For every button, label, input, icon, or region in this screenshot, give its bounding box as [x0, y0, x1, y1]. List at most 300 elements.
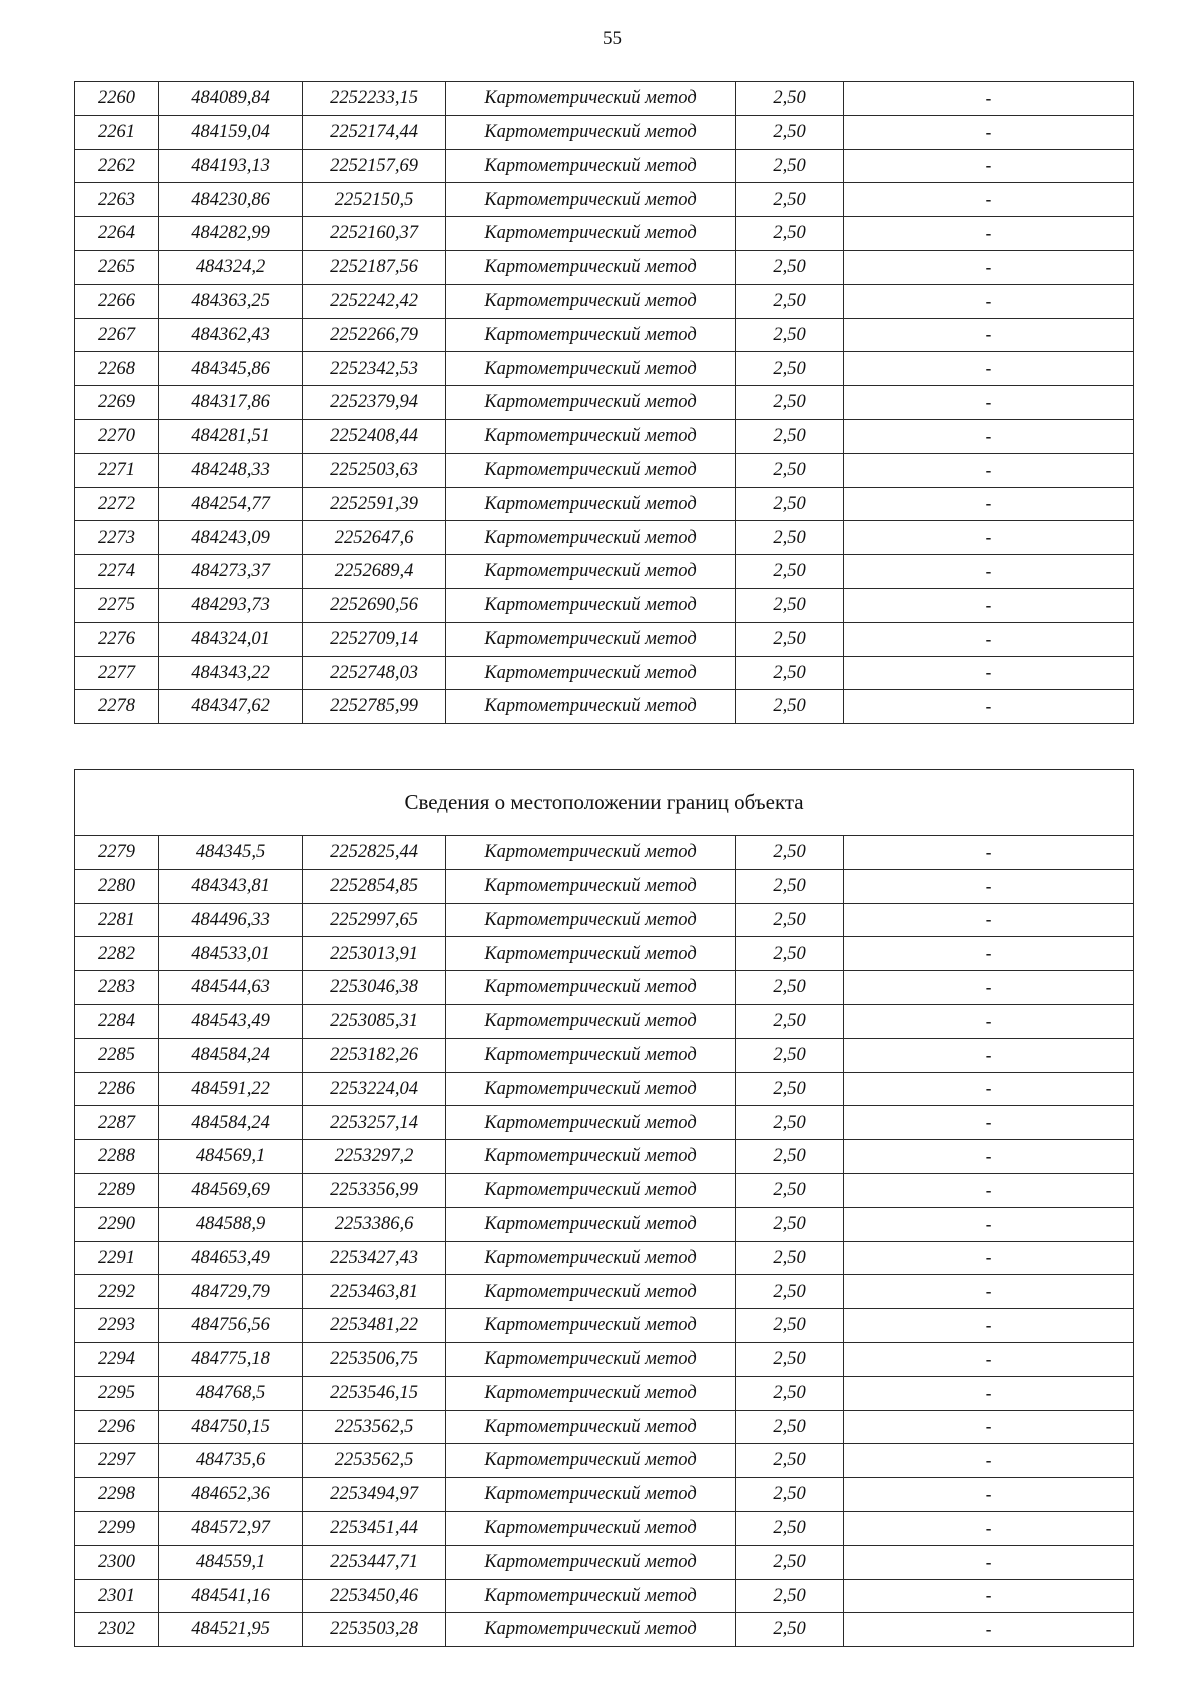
- x-coordinate-cell: 484569,1: [159, 1140, 303, 1174]
- description-cell: -: [844, 836, 1134, 870]
- y-coordinate-cell: 2253297,2: [303, 1140, 446, 1174]
- accuracy-cell: 2,50: [736, 555, 844, 589]
- x-coordinate-cell: 484254,77: [159, 487, 303, 521]
- point-number-cell: 2295: [75, 1376, 159, 1410]
- y-coordinate-cell: 2253481,22: [303, 1309, 446, 1343]
- table-row: [75, 149, 1134, 183]
- y-coordinate-cell: 2252408,44: [303, 419, 446, 453]
- y-coordinate-cell: 2253046,38: [303, 971, 446, 1005]
- x-coordinate-cell: 484347,62: [159, 690, 303, 724]
- table-row: [75, 869, 1134, 903]
- x-coordinate-cell: 484543,49: [159, 1004, 303, 1038]
- point-number-cell: 2285: [75, 1038, 159, 1072]
- point-number-cell: 2270: [75, 419, 159, 453]
- y-coordinate-cell: 2253013,91: [303, 937, 446, 971]
- point-number-cell: 2288: [75, 1140, 159, 1174]
- point-number-cell: 2290: [75, 1207, 159, 1241]
- description-cell: -: [844, 386, 1134, 420]
- table-row: [75, 352, 1134, 386]
- description-cell: -: [844, 1241, 1134, 1275]
- point-number-cell: 2268: [75, 352, 159, 386]
- method-cell: Картометрический метод: [446, 1241, 736, 1275]
- accuracy-cell: 2,50: [736, 1613, 844, 1647]
- x-coordinate-cell: 484362,43: [159, 318, 303, 352]
- method-cell: Картометрический метод: [446, 555, 736, 589]
- description-cell: -: [844, 1106, 1134, 1140]
- table-row: [75, 183, 1134, 217]
- table-row: [75, 1511, 1134, 1545]
- method-cell: Картометрический метод: [446, 217, 736, 251]
- x-coordinate-cell: 484572,97: [159, 1511, 303, 1545]
- method-cell: Картометрический метод: [446, 352, 736, 386]
- method-cell: Картометрический метод: [446, 1275, 736, 1309]
- table-row: [75, 1376, 1134, 1410]
- accuracy-cell: 2,50: [736, 656, 844, 690]
- y-coordinate-cell: 2252997,65: [303, 903, 446, 937]
- description-cell: -: [844, 1140, 1134, 1174]
- method-cell: Картометрический метод: [446, 1072, 736, 1106]
- point-number-cell: 2260: [75, 82, 159, 116]
- x-coordinate-cell: 484273,37: [159, 555, 303, 589]
- x-coordinate-cell: 484652,36: [159, 1478, 303, 1512]
- point-number-cell: 2292: [75, 1275, 159, 1309]
- table-row: [75, 1072, 1134, 1106]
- accuracy-cell: 2,50: [736, 217, 844, 251]
- method-cell: Картометрический метод: [446, 1613, 736, 1647]
- y-coordinate-cell: 2253427,43: [303, 1241, 446, 1275]
- table-row: [75, 419, 1134, 453]
- point-number-cell: 2279: [75, 836, 159, 870]
- x-coordinate-cell: 484768,5: [159, 1376, 303, 1410]
- y-coordinate-cell: 2253450,46: [303, 1579, 446, 1613]
- y-coordinate-cell: 2253085,31: [303, 1004, 446, 1038]
- page-number: 55: [603, 28, 622, 49]
- method-cell: Картометрический метод: [446, 1004, 736, 1038]
- method-cell: Картометрический метод: [446, 149, 736, 183]
- table-row: [75, 386, 1134, 420]
- description-cell: -: [844, 250, 1134, 284]
- method-cell: Картометрический метод: [446, 419, 736, 453]
- method-cell: Картометрический метод: [446, 1444, 736, 1478]
- description-cell: -: [844, 1511, 1134, 1545]
- table-row: [75, 622, 1134, 656]
- accuracy-cell: 2,50: [736, 836, 844, 870]
- x-coordinate-cell: 484533,01: [159, 937, 303, 971]
- description-cell: -: [844, 555, 1134, 589]
- x-coordinate-cell: 484248,33: [159, 453, 303, 487]
- method-cell: Картометрический метод: [446, 386, 736, 420]
- table-row: [75, 1410, 1134, 1444]
- point-number-cell: 2274: [75, 555, 159, 589]
- description-cell: -: [844, 1376, 1134, 1410]
- x-coordinate-cell: 484230,86: [159, 183, 303, 217]
- method-cell: Картометрический метод: [446, 1545, 736, 1579]
- coordinates-table-2-body: [75, 770, 1134, 1647]
- point-number-cell: 2289: [75, 1173, 159, 1207]
- accuracy-cell: 2,50: [736, 1545, 844, 1579]
- x-coordinate-cell: 484559,1: [159, 1545, 303, 1579]
- description-cell: -: [844, 622, 1134, 656]
- method-cell: Картометрический метод: [446, 1309, 736, 1343]
- y-coordinate-cell: 2252785,99: [303, 690, 446, 724]
- accuracy-cell: 2,50: [736, 1241, 844, 1275]
- table-row: [75, 1241, 1134, 1275]
- description-cell: -: [844, 1038, 1134, 1072]
- y-coordinate-cell: 2252825,44: [303, 836, 446, 870]
- section-title: Сведения о местоположении границ объекта: [75, 770, 1134, 836]
- method-cell: Картометрический метод: [446, 453, 736, 487]
- accuracy-cell: 2,50: [736, 284, 844, 318]
- x-coordinate-cell: 484521,95: [159, 1613, 303, 1647]
- table-row: [75, 1106, 1134, 1140]
- table-row: [75, 588, 1134, 622]
- y-coordinate-cell: 2253562,5: [303, 1444, 446, 1478]
- point-number-cell: 2263: [75, 183, 159, 217]
- description-cell: -: [844, 1444, 1134, 1478]
- description-cell: -: [844, 1410, 1134, 1444]
- accuracy-cell: 2,50: [736, 1342, 844, 1376]
- y-coordinate-cell: 2253447,71: [303, 1545, 446, 1579]
- method-cell: Картометрический метод: [446, 1342, 736, 1376]
- table-row: [75, 1173, 1134, 1207]
- method-cell: Картометрический метод: [446, 1173, 736, 1207]
- accuracy-cell: 2,50: [736, 250, 844, 284]
- y-coordinate-cell: 2253224,04: [303, 1072, 446, 1106]
- method-cell: Картометрический метод: [446, 971, 736, 1005]
- x-coordinate-cell: 484750,15: [159, 1410, 303, 1444]
- x-coordinate-cell: 484591,22: [159, 1072, 303, 1106]
- table-row: [75, 555, 1134, 589]
- table-row: [75, 1207, 1134, 1241]
- point-number-cell: 2298: [75, 1478, 159, 1512]
- table-row: [75, 1275, 1134, 1309]
- point-number-cell: 2302: [75, 1613, 159, 1647]
- description-cell: -: [844, 1545, 1134, 1579]
- point-number-cell: 2277: [75, 656, 159, 690]
- x-coordinate-cell: 484729,79: [159, 1275, 303, 1309]
- description-cell: -: [844, 971, 1134, 1005]
- method-cell: Картометрический метод: [446, 836, 736, 870]
- x-coordinate-cell: 484159,04: [159, 115, 303, 149]
- description-cell: -: [844, 588, 1134, 622]
- coordinates-table-2: [74, 769, 1134, 1647]
- accuracy-cell: 2,50: [736, 1207, 844, 1241]
- x-coordinate-cell: 484293,73: [159, 588, 303, 622]
- method-cell: Картометрический метод: [446, 690, 736, 724]
- x-coordinate-cell: 484317,86: [159, 386, 303, 420]
- accuracy-cell: 2,50: [736, 183, 844, 217]
- description-cell: -: [844, 937, 1134, 971]
- accuracy-cell: 2,50: [736, 1511, 844, 1545]
- description-cell: -: [844, 1579, 1134, 1613]
- y-coordinate-cell: 2252266,79: [303, 318, 446, 352]
- description-cell: -: [844, 1342, 1134, 1376]
- method-cell: Картометрический метод: [446, 656, 736, 690]
- y-coordinate-cell: 2253451,44: [303, 1511, 446, 1545]
- point-number-cell: 2273: [75, 521, 159, 555]
- description-cell: -: [844, 690, 1134, 724]
- description-cell: -: [844, 419, 1134, 453]
- description-cell: -: [844, 1613, 1134, 1647]
- description-cell: -: [844, 1478, 1134, 1512]
- y-coordinate-cell: 2253182,26: [303, 1038, 446, 1072]
- accuracy-cell: 2,50: [736, 521, 844, 555]
- accuracy-cell: 2,50: [736, 1140, 844, 1174]
- description-cell: -: [844, 1309, 1134, 1343]
- accuracy-cell: 2,50: [736, 1579, 844, 1613]
- description-cell: -: [844, 487, 1134, 521]
- y-coordinate-cell: 2253503,28: [303, 1613, 446, 1647]
- point-number-cell: 2265: [75, 250, 159, 284]
- table-row: [75, 1004, 1134, 1038]
- table-row: [75, 1309, 1134, 1343]
- description-cell: -: [844, 1004, 1134, 1038]
- accuracy-cell: 2,50: [736, 318, 844, 352]
- table-row: [75, 487, 1134, 521]
- coordinates-table-1-body: [75, 82, 1134, 724]
- y-coordinate-cell: 2253356,99: [303, 1173, 446, 1207]
- x-coordinate-cell: 484343,81: [159, 869, 303, 903]
- method-cell: Картометрический метод: [446, 1478, 736, 1512]
- table-row: [75, 453, 1134, 487]
- table-row: [75, 250, 1134, 284]
- point-number-cell: 2266: [75, 284, 159, 318]
- x-coordinate-cell: 484324,2: [159, 250, 303, 284]
- accuracy-cell: 2,50: [736, 1410, 844, 1444]
- description-cell: -: [844, 352, 1134, 386]
- point-number-cell: 2281: [75, 903, 159, 937]
- accuracy-cell: 2,50: [736, 1072, 844, 1106]
- point-number-cell: 2283: [75, 971, 159, 1005]
- y-coordinate-cell: 2252591,39: [303, 487, 446, 521]
- y-coordinate-cell: 2252187,56: [303, 250, 446, 284]
- accuracy-cell: 2,50: [736, 622, 844, 656]
- point-number-cell: 2284: [75, 1004, 159, 1038]
- method-cell: Картометрический метод: [446, 521, 736, 555]
- table-row: [75, 1038, 1134, 1072]
- point-number-cell: 2275: [75, 588, 159, 622]
- x-coordinate-cell: 484496,33: [159, 903, 303, 937]
- point-number-cell: 2278: [75, 690, 159, 724]
- point-number-cell: 2297: [75, 1444, 159, 1478]
- y-coordinate-cell: 2253494,97: [303, 1478, 446, 1512]
- point-number-cell: 2282: [75, 937, 159, 971]
- point-number-cell: 2293: [75, 1309, 159, 1343]
- description-cell: -: [844, 82, 1134, 116]
- x-coordinate-cell: 484193,13: [159, 149, 303, 183]
- table-row: [75, 656, 1134, 690]
- description-cell: -: [844, 1207, 1134, 1241]
- x-coordinate-cell: 484541,16: [159, 1579, 303, 1613]
- description-cell: -: [844, 115, 1134, 149]
- x-coordinate-cell: 484343,22: [159, 656, 303, 690]
- description-cell: -: [844, 453, 1134, 487]
- point-number-cell: 2296: [75, 1410, 159, 1444]
- y-coordinate-cell: 2253463,81: [303, 1275, 446, 1309]
- table-row: [75, 971, 1134, 1005]
- x-coordinate-cell: 484345,5: [159, 836, 303, 870]
- x-coordinate-cell: 484775,18: [159, 1342, 303, 1376]
- point-number-cell: 2261: [75, 115, 159, 149]
- method-cell: Картометрический метод: [446, 937, 736, 971]
- accuracy-cell: 2,50: [736, 1038, 844, 1072]
- x-coordinate-cell: 484756,56: [159, 1309, 303, 1343]
- accuracy-cell: 2,50: [736, 1444, 844, 1478]
- description-cell: -: [844, 217, 1134, 251]
- point-number-cell: 2287: [75, 1106, 159, 1140]
- description-cell: -: [844, 149, 1134, 183]
- method-cell: Картометрический метод: [446, 284, 736, 318]
- table-row: [75, 937, 1134, 971]
- method-cell: Картометрический метод: [446, 82, 736, 116]
- table-row: [75, 82, 1134, 116]
- table-row: [75, 115, 1134, 149]
- point-number-cell: 2286: [75, 1072, 159, 1106]
- accuracy-cell: 2,50: [736, 588, 844, 622]
- accuracy-cell: 2,50: [736, 869, 844, 903]
- method-cell: Картометрический метод: [446, 1207, 736, 1241]
- y-coordinate-cell: 2252150,5: [303, 183, 446, 217]
- accuracy-cell: 2,50: [736, 1275, 844, 1309]
- y-coordinate-cell: 2252647,6: [303, 521, 446, 555]
- x-coordinate-cell: 484281,51: [159, 419, 303, 453]
- x-coordinate-cell: 484569,69: [159, 1173, 303, 1207]
- x-coordinate-cell: 484089,84: [159, 82, 303, 116]
- description-cell: -: [844, 284, 1134, 318]
- method-cell: Картометрический метод: [446, 1106, 736, 1140]
- accuracy-cell: 2,50: [736, 115, 844, 149]
- description-cell: -: [844, 521, 1134, 555]
- x-coordinate-cell: 484363,25: [159, 284, 303, 318]
- table-row: [75, 521, 1134, 555]
- point-number-cell: 2267: [75, 318, 159, 352]
- y-coordinate-cell: 2252160,37: [303, 217, 446, 251]
- y-coordinate-cell: 2252748,03: [303, 656, 446, 690]
- point-number-cell: 2280: [75, 869, 159, 903]
- table-row: [75, 284, 1134, 318]
- method-cell: Картометрический метод: [446, 115, 736, 149]
- y-coordinate-cell: 2252709,14: [303, 622, 446, 656]
- method-cell: Картометрический метод: [446, 1410, 736, 1444]
- point-number-cell: 2299: [75, 1511, 159, 1545]
- accuracy-cell: 2,50: [736, 1376, 844, 1410]
- method-cell: Картометрический метод: [446, 869, 736, 903]
- y-coordinate-cell: 2253546,15: [303, 1376, 446, 1410]
- point-number-cell: 2272: [75, 487, 159, 521]
- method-cell: Картометрический метод: [446, 1140, 736, 1174]
- method-cell: Картометрический метод: [446, 487, 736, 521]
- y-coordinate-cell: 2253562,5: [303, 1410, 446, 1444]
- method-cell: Картометрический метод: [446, 250, 736, 284]
- y-coordinate-cell: 2253257,14: [303, 1106, 446, 1140]
- y-coordinate-cell: 2252342,53: [303, 352, 446, 386]
- accuracy-cell: 2,50: [736, 149, 844, 183]
- y-coordinate-cell: 2252157,69: [303, 149, 446, 183]
- x-coordinate-cell: 484544,63: [159, 971, 303, 1005]
- method-cell: Картометрический метод: [446, 183, 736, 217]
- y-coordinate-cell: 2252854,85: [303, 869, 446, 903]
- coordinates-table-1: [74, 81, 1134, 724]
- description-cell: -: [844, 869, 1134, 903]
- section-title-row: [75, 770, 1134, 836]
- y-coordinate-cell: 2253506,75: [303, 1342, 446, 1376]
- description-cell: -: [844, 1072, 1134, 1106]
- y-coordinate-cell: 2252174,44: [303, 115, 446, 149]
- point-number-cell: 2271: [75, 453, 159, 487]
- y-coordinate-cell: 2252690,56: [303, 588, 446, 622]
- accuracy-cell: 2,50: [736, 352, 844, 386]
- y-coordinate-cell: 2252689,4: [303, 555, 446, 589]
- y-coordinate-cell: 2252242,42: [303, 284, 446, 318]
- x-coordinate-cell: 484584,24: [159, 1106, 303, 1140]
- y-coordinate-cell: 2253386,6: [303, 1207, 446, 1241]
- accuracy-cell: 2,50: [736, 487, 844, 521]
- accuracy-cell: 2,50: [736, 1004, 844, 1038]
- table-row: [75, 1342, 1134, 1376]
- table-row: [75, 1545, 1134, 1579]
- x-coordinate-cell: 484653,49: [159, 1241, 303, 1275]
- description-cell: -: [844, 318, 1134, 352]
- accuracy-cell: 2,50: [736, 1309, 844, 1343]
- x-coordinate-cell: 484243,09: [159, 521, 303, 555]
- method-cell: Картометрический метод: [446, 1376, 736, 1410]
- point-number-cell: 2294: [75, 1342, 159, 1376]
- description-cell: -: [844, 183, 1134, 217]
- method-cell: Картометрический метод: [446, 903, 736, 937]
- accuracy-cell: 2,50: [736, 1478, 844, 1512]
- method-cell: Картометрический метод: [446, 1511, 736, 1545]
- method-cell: Картометрический метод: [446, 588, 736, 622]
- y-coordinate-cell: 2252503,63: [303, 453, 446, 487]
- point-number-cell: 2262: [75, 149, 159, 183]
- method-cell: Картометрический метод: [446, 1038, 736, 1072]
- accuracy-cell: 2,50: [736, 971, 844, 1005]
- description-cell: -: [844, 1173, 1134, 1207]
- accuracy-cell: 2,50: [736, 453, 844, 487]
- table-row: [75, 690, 1134, 724]
- accuracy-cell: 2,50: [736, 1106, 844, 1140]
- x-coordinate-cell: 484588,9: [159, 1207, 303, 1241]
- accuracy-cell: 2,50: [736, 82, 844, 116]
- description-cell: -: [844, 1275, 1134, 1309]
- table-row: [75, 1444, 1134, 1478]
- accuracy-cell: 2,50: [736, 937, 844, 971]
- point-number-cell: 2276: [75, 622, 159, 656]
- description-cell: -: [844, 903, 1134, 937]
- table-row: [75, 1579, 1134, 1613]
- x-coordinate-cell: 484735,6: [159, 1444, 303, 1478]
- point-number-cell: 2291: [75, 1241, 159, 1275]
- accuracy-cell: 2,50: [736, 419, 844, 453]
- table-row: [75, 836, 1134, 870]
- y-coordinate-cell: 2252379,94: [303, 386, 446, 420]
- x-coordinate-cell: 484324,01: [159, 622, 303, 656]
- table-row: [75, 217, 1134, 251]
- accuracy-cell: 2,50: [736, 386, 844, 420]
- table-row: [75, 318, 1134, 352]
- method-cell: Картометрический метод: [446, 318, 736, 352]
- table-row: [75, 1613, 1134, 1647]
- method-cell: Картометрический метод: [446, 622, 736, 656]
- x-coordinate-cell: 484345,86: [159, 352, 303, 386]
- table-row: [75, 1140, 1134, 1174]
- method-cell: Картометрический метод: [446, 1579, 736, 1613]
- point-number-cell: 2269: [75, 386, 159, 420]
- x-coordinate-cell: 484282,99: [159, 217, 303, 251]
- accuracy-cell: 2,50: [736, 903, 844, 937]
- point-number-cell: 2301: [75, 1579, 159, 1613]
- accuracy-cell: 2,50: [736, 690, 844, 724]
